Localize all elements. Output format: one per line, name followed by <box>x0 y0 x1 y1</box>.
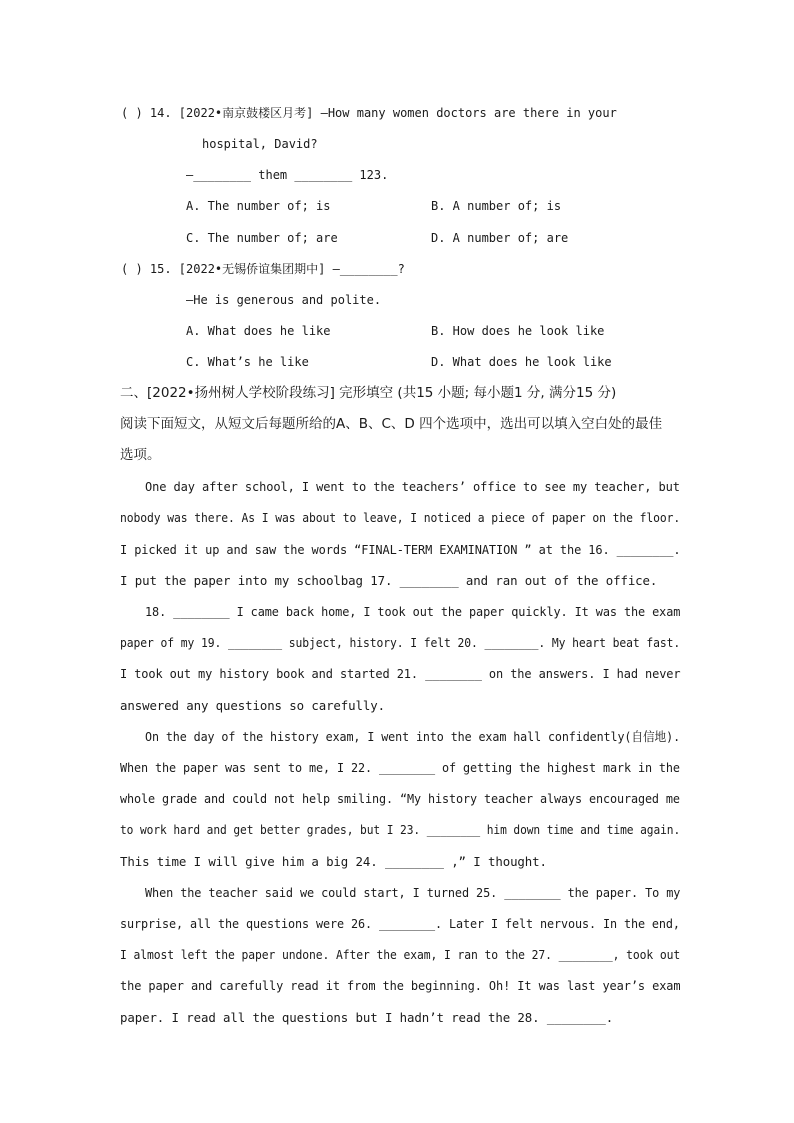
passage-line: 18. ________ I came back home, I took out the paper quickly. It was the exam <box>145 604 681 619</box>
passage-line: whole grade and could not help smiling. “My history teacher always encouraged me <box>120 791 680 806</box>
q15-option-d[interactable]: D. What does he look like <box>431 355 612 369</box>
passage-line: paper. I read all the questions but I hadn’t read the 28. ________. <box>120 1010 614 1025</box>
section-instruction: 阅读下面短文，从短文后每题所给的A、B、C、D 四个选项中，选出可以填入空白处的最佳 <box>120 416 663 432</box>
q14-option-b[interactable]: B. A number of; is <box>431 199 562 213</box>
q15-stem: ( ) 15. [2022•无锡侨谊集团期中] —________? <box>121 262 405 276</box>
q15-option-a[interactable]: A. What does he like <box>186 324 331 338</box>
q14-stem-continued: hospital, David? <box>202 137 318 151</box>
passage-line: I put the paper into my schoolbag 17. ________ and ran out of the office. <box>120 573 658 588</box>
passage-line: I took out my history book and started 21. ________ on the answers. I had never <box>120 666 681 681</box>
q15-option-b[interactable]: B. How does he look like <box>431 324 605 338</box>
passage-line: surprise, all the questions were 26. ________. Later I felt nervous. In the end, <box>120 916 680 931</box>
passage-line: the paper and carefully read it from the beginning. Oh! It was last year’s exam <box>120 978 681 993</box>
passage-line: This time I will give him a big 24. ________ ,” I thought. <box>120 854 547 869</box>
passage-line: to work hard and get better grades, but I 23. ________ him down time and time again. <box>120 822 681 837</box>
passage-line: When the paper was sent to me, I 22. ________ of getting the highest mark in the <box>120 760 680 775</box>
passage-line: I almost left the paper undone. After the exam, I ran to the 27. ________, took out <box>120 947 681 962</box>
section-instruction-cont: 选项。 <box>120 447 161 463</box>
passage-line: answered any questions so carefully. <box>120 698 385 713</box>
passage-line: I picked it up and saw the words “FINAL-TERM EXAMINATION ” at the 16. ________. <box>120 542 681 557</box>
q14-option-d[interactable]: D. A number of; are <box>431 231 569 245</box>
passage-line: One day after school, I went to the teachers’ office to see my teacher, but <box>145 479 680 494</box>
q15-answer-line: —He is generous and polite. <box>186 293 382 307</box>
q14-stem: ( ) 14. [2022•南京鼓楼区月考] —How many women doctors are there in your <box>121 106 617 120</box>
section-heading: 二、[2022•扬州树人学校阶段练习] 完形填空 (共15 小题; 每小题1 分, 满分15 分) <box>120 385 617 401</box>
q15-option-c[interactable]: C. What’s he like <box>186 355 309 369</box>
passage-line: On the day of the history exam, I went into the exam hall confidently(自信地). <box>145 729 681 744</box>
passage-line: When the teacher said we could start, I turned 25. ________ the paper. To my <box>145 885 681 900</box>
q14-answer-line: —________ them ________ 123. <box>186 168 389 182</box>
q14-option-a[interactable]: A. The number of; is <box>186 199 331 213</box>
passage-line: nobody was there. As I was about to leave, I noticed a piece of paper on the floor. <box>120 510 681 525</box>
passage-line: paper of my 19. ________ subject, history. I felt 20. ________. My heart beat fast. <box>120 635 681 650</box>
q14-option-c[interactable]: C. The number of; are <box>186 231 338 245</box>
